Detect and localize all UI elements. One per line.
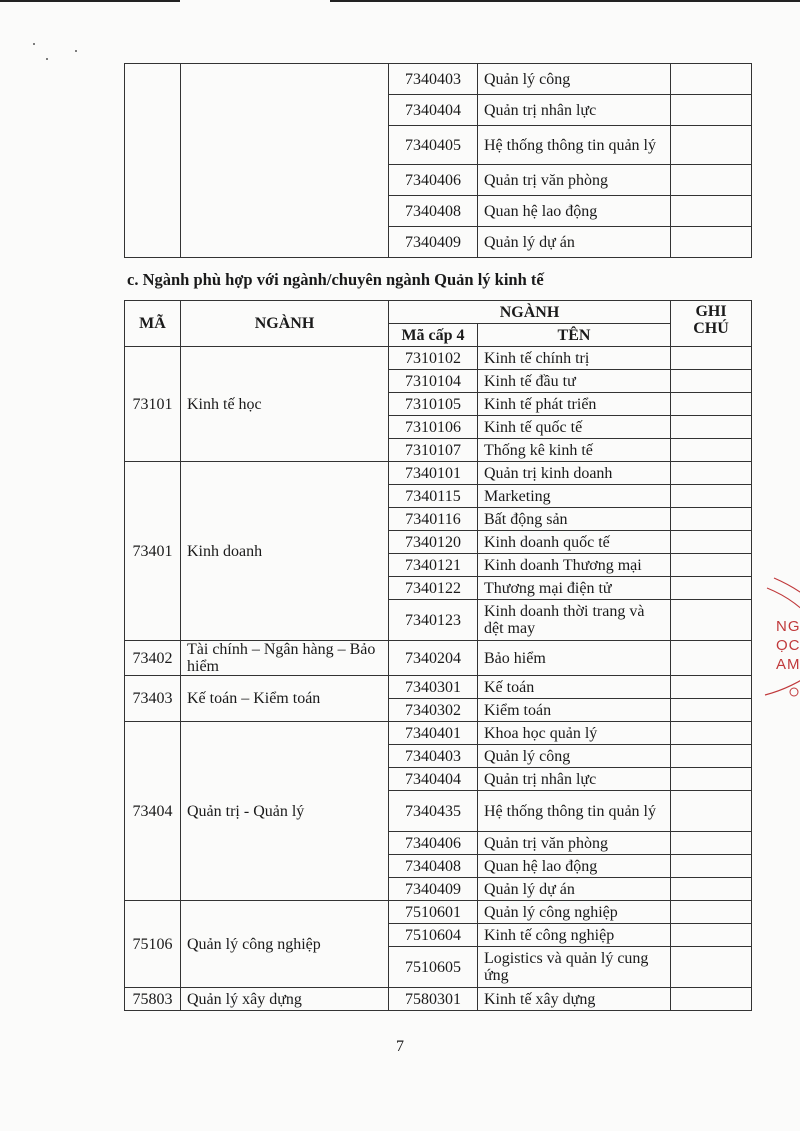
name-cell: Quan hệ lao động <box>478 196 671 227</box>
name-cell: Quản trị nhân lực <box>478 95 671 126</box>
note-cell <box>671 64 752 95</box>
code-cell: 7310102 <box>389 347 478 370</box>
continuation-table <box>124 63 752 258</box>
note-cell <box>671 832 752 855</box>
group-name-cell: Kế toán – Kiểm toán <box>181 676 389 722</box>
name-cell: Bất động sản <box>478 508 671 531</box>
note-cell <box>671 416 752 439</box>
name-cell: Bảo hiểm <box>478 641 671 676</box>
note-cell <box>671 227 752 258</box>
code-cell: 7310107 <box>389 439 478 462</box>
name-cell: Kinh tế chính trị <box>478 347 671 370</box>
name-cell: Kinh doanh thời trang và dệt may <box>478 600 671 641</box>
name-cell: Kinh tế đầu tư <box>478 370 671 393</box>
group-name-cell: Kinh doanh <box>181 462 389 641</box>
name-cell: Thống kê kinh tế <box>478 439 671 462</box>
table-row <box>125 347 752 370</box>
note-cell <box>671 699 752 722</box>
code-cell: 7340408 <box>389 196 478 227</box>
scan-speck <box>46 58 48 60</box>
name-cell: Kinh doanh quốc tế <box>478 531 671 554</box>
name-cell: Hệ thống thông tin quản lý <box>478 791 671 832</box>
code-cell: 7340406 <box>389 832 478 855</box>
section-heading: c. Ngành phù hợp với ngành/chuyên ngành Quản lý kinh tế <box>127 270 544 289</box>
note-cell <box>671 768 752 791</box>
note-cell <box>671 95 752 126</box>
note-cell <box>671 462 752 485</box>
code-cell: 7340115 <box>389 485 478 508</box>
note-cell <box>671 855 752 878</box>
code-cell: 7340404 <box>389 95 478 126</box>
name-cell: Quản trị văn phòng <box>478 165 671 196</box>
note-cell <box>671 577 752 600</box>
group-code-cell: 73401 <box>125 462 181 641</box>
group-code-cell: 73404 <box>125 722 181 901</box>
name-cell: Kinh doanh Thương mại <box>478 554 671 577</box>
note-cell <box>671 126 752 165</box>
code-cell: 7340409 <box>389 227 478 258</box>
code-cell: 7340121 <box>389 554 478 577</box>
code-cell: 7340405 <box>389 126 478 165</box>
note-cell <box>671 370 752 393</box>
header-nganh-group: NGÀNH <box>389 301 671 324</box>
table-row <box>125 64 752 95</box>
name-cell: Kiểm toán <box>478 699 671 722</box>
code-cell: 7340122 <box>389 577 478 600</box>
code-cell: 7340404 <box>389 768 478 791</box>
table-row <box>125 641 752 676</box>
group-name-cell: Kinh tế học <box>181 347 389 462</box>
group-name-cell: Quản lý xây dựng <box>181 988 389 1011</box>
top-border-line-left <box>0 0 180 2</box>
name-cell: Quản lý công <box>478 64 671 95</box>
note-cell <box>671 347 752 370</box>
code-cell: 7340120 <box>389 531 478 554</box>
note-cell <box>671 676 752 699</box>
note-cell <box>671 554 752 577</box>
note-cell <box>671 165 752 196</box>
note-cell <box>671 508 752 531</box>
note-cell <box>671 722 752 745</box>
note-cell <box>671 531 752 554</box>
code-cell: 7340408 <box>389 855 478 878</box>
code-cell: 7340204 <box>389 641 478 676</box>
page-number: 7 <box>396 1038 404 1055</box>
code-cell: 7340403 <box>389 64 478 95</box>
name-cell: Kế toán <box>478 676 671 699</box>
code-cell: 7310105 <box>389 393 478 416</box>
code-cell: 7340116 <box>389 508 478 531</box>
code-cell: 7340409 <box>389 878 478 901</box>
code-cell: 7310106 <box>389 416 478 439</box>
table-row <box>125 988 752 1011</box>
code-cell: 7340406 <box>389 165 478 196</box>
scan-speck <box>75 50 77 52</box>
note-cell <box>671 439 752 462</box>
group-name-cell: Quản trị - Quản lý <box>181 722 389 901</box>
code-cell: 7510605 <box>389 947 478 988</box>
code-cell: 7340435 <box>389 791 478 832</box>
name-cell: Quản trị nhân lực <box>478 768 671 791</box>
stamp-text-fragment: NG <box>776 618 800 635</box>
stamp-text-fragment: AM <box>776 656 800 673</box>
name-cell: Quản lý dự án <box>478 878 671 901</box>
ma-cell-empty <box>125 64 181 258</box>
group-code-cell: 75803 <box>125 988 181 1011</box>
code-cell: 7340301 <box>389 676 478 699</box>
note-cell <box>671 196 752 227</box>
table-row <box>125 462 752 485</box>
group-code-cell: 73402 <box>125 641 181 676</box>
note-cell <box>671 878 752 901</box>
header-nganh: NGÀNH <box>181 301 389 347</box>
code-cell: 7340403 <box>389 745 478 768</box>
name-cell: Kinh tế xây dựng <box>478 988 671 1011</box>
name-cell: Kinh tế phát triển <box>478 393 671 416</box>
code-cell: 7340101 <box>389 462 478 485</box>
note-cell <box>671 393 752 416</box>
name-cell: Logistics và quản lý cung ứng <box>478 947 671 988</box>
name-cell: Marketing <box>478 485 671 508</box>
note-cell <box>671 924 752 947</box>
note-cell <box>671 988 752 1011</box>
code-cell: 7340302 <box>389 699 478 722</box>
header-ma: MÃ <box>125 301 181 347</box>
nganh-cell-empty <box>181 64 389 258</box>
code-cell: 7310104 <box>389 370 478 393</box>
note-cell <box>671 600 752 641</box>
code-cell: 7510601 <box>389 901 478 924</box>
major-table <box>124 300 752 1011</box>
group-name-cell: Tài chính – Ngân hàng – Bảo hiểm <box>181 641 389 676</box>
code-cell: 7510604 <box>389 924 478 947</box>
note-cell <box>671 745 752 768</box>
group-code-cell: 73403 <box>125 676 181 722</box>
table-row <box>125 676 752 699</box>
note-cell <box>671 485 752 508</box>
stamp-text-fragment: ỌC <box>776 637 800 654</box>
top-border-line-right <box>330 0 800 2</box>
header-ten: TÊN <box>478 324 671 347</box>
name-cell: Quản lý dự án <box>478 227 671 258</box>
code-cell: 7340123 <box>389 600 478 641</box>
name-cell: Quản lý công nghiệp <box>478 901 671 924</box>
name-cell: Kinh tế quốc tế <box>478 416 671 439</box>
name-cell: Quản lý công <box>478 745 671 768</box>
note-cell <box>671 641 752 676</box>
name-cell: Quản trị kinh doanh <box>478 462 671 485</box>
code-cell: 7580301 <box>389 988 478 1011</box>
group-code-cell: 75106 <box>125 901 181 988</box>
group-name-cell: Quản lý công nghiệp <box>181 901 389 988</box>
name-cell: Quản trị văn phòng <box>478 832 671 855</box>
note-cell <box>671 901 752 924</box>
name-cell: Quan hệ lao động <box>478 855 671 878</box>
name-cell: Kinh tế công nghiệp <box>478 924 671 947</box>
note-cell <box>671 947 752 988</box>
name-cell: Khoa học quản lý <box>478 722 671 745</box>
name-cell: Hệ thống thông tin quản lý <box>478 126 671 165</box>
group-code-cell: 73101 <box>125 347 181 462</box>
note-cell <box>671 791 752 832</box>
table-row <box>125 901 752 924</box>
header-ma-cap-4: Mã cấp 4 <box>389 324 478 347</box>
scan-speck <box>33 43 35 45</box>
table-row <box>125 722 752 745</box>
name-cell: Thương mại điện tử <box>478 577 671 600</box>
header-ghi-chu: GHI CHÚ <box>671 301 752 347</box>
code-cell: 7340401 <box>389 722 478 745</box>
